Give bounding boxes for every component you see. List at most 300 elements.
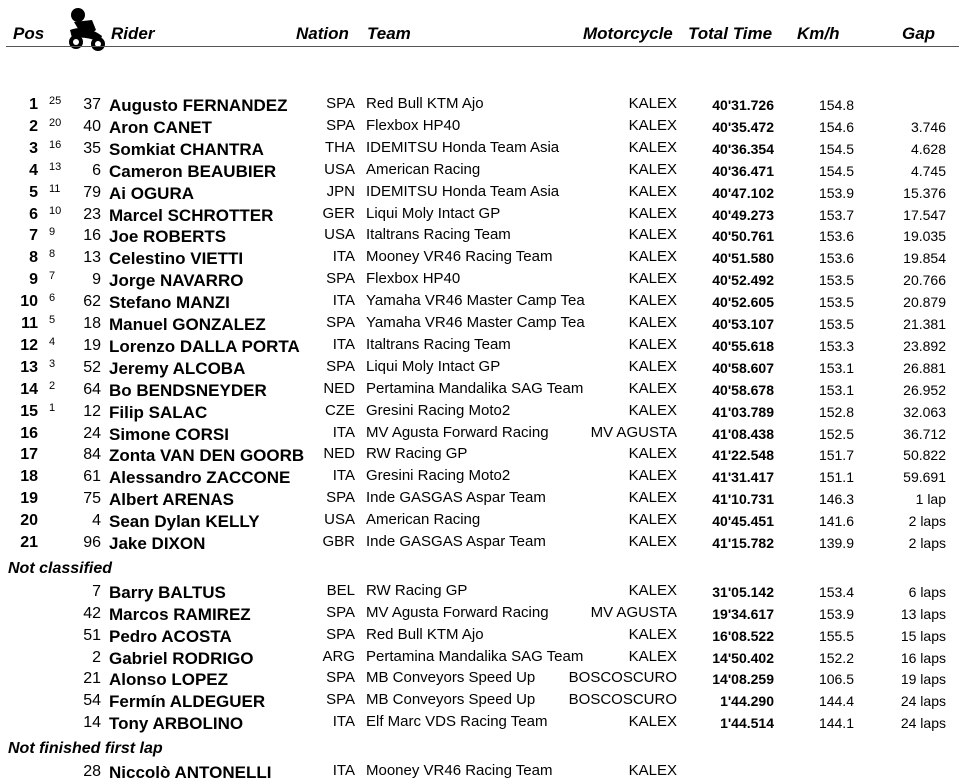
rider-kmh: 154.5 xyxy=(818,162,854,179)
table-row xyxy=(0,444,971,466)
rider-nation: ITA xyxy=(332,713,355,731)
rider-position: 4 xyxy=(29,161,38,179)
rider-number: 64 xyxy=(83,380,101,398)
rider-team: Inde GASGAS Aspar Team xyxy=(366,533,546,550)
rider-points: 13 xyxy=(49,160,62,173)
rider-motorcycle: BOSCOSCURO xyxy=(568,669,677,687)
rider-number: 42 xyxy=(83,604,101,622)
rider-team: American Racing xyxy=(366,511,481,529)
rider-name: Alonso LOPEZ xyxy=(109,670,228,690)
rider-gap: 26.881 xyxy=(903,359,946,376)
rider-kmh: 146.3 xyxy=(818,491,854,508)
rider-number: 18 xyxy=(83,315,101,332)
rider-nation: GER xyxy=(322,204,355,222)
rider-nation: SPA xyxy=(326,314,355,331)
rider-kmh: 153.9 xyxy=(818,605,854,622)
table-row xyxy=(0,204,971,226)
rider-gap: 16 laps xyxy=(900,649,946,666)
col-nation: Nation xyxy=(296,24,349,43)
rider-gap: 2 laps xyxy=(908,535,946,551)
rider-team: Inde GASGAS Aspar Team xyxy=(366,489,546,507)
rider-kmh: 106.5 xyxy=(818,671,854,688)
rider-gap: 4.745 xyxy=(910,162,946,179)
rider-position: 16 xyxy=(20,424,38,442)
rider-total-time: 41'31.417 xyxy=(712,469,774,486)
table-row xyxy=(0,94,971,116)
rider-position: 8 xyxy=(29,249,38,267)
table-row xyxy=(0,116,971,138)
rider-motorcycle: KALEX xyxy=(628,116,677,134)
rider-kmh: 153.1 xyxy=(818,381,854,398)
rider-total-time: 40'52.492 xyxy=(712,272,774,289)
rider-gap: 59.691 xyxy=(903,469,946,486)
rider-gap: 50.822 xyxy=(903,447,946,464)
rider-position: 10 xyxy=(20,293,38,311)
rider-kmh: 144.1 xyxy=(818,715,854,732)
rider-number: 21 xyxy=(83,670,101,688)
rider-name: Manuel GONZALEZ xyxy=(109,315,266,334)
rider-kmh: 154.6 xyxy=(818,118,854,135)
table-row xyxy=(0,712,971,734)
rider-motorcycle: KALEX xyxy=(628,533,677,550)
rider-name: Gabriel RODRIGO xyxy=(109,648,254,668)
rider-number: 37 xyxy=(83,96,101,113)
rider-position: 11 xyxy=(21,315,38,332)
rider-gap: 36.712 xyxy=(903,425,946,442)
rider-team: Elf Marc VDS Racing Team xyxy=(366,713,548,731)
rider-number: 54 xyxy=(83,692,101,710)
rider-name: Simone CORSI xyxy=(109,424,229,444)
table-row xyxy=(0,761,971,783)
rider-total-time: 16'08.522 xyxy=(712,627,774,644)
rider-kmh: 139.9 xyxy=(818,535,854,551)
rider-number: 52 xyxy=(83,358,101,376)
rider-kmh: 144.4 xyxy=(818,693,854,710)
rider-team: Flexbox HP40 xyxy=(366,270,461,288)
rider-motorcycle: KALEX xyxy=(628,445,677,463)
rider-total-time: 40'51.580 xyxy=(712,250,774,267)
rider-name: Jeremy ALCOBA xyxy=(109,358,246,378)
rider-team: RW Racing GP xyxy=(366,582,468,599)
rider-points: 10 xyxy=(49,204,62,217)
rider-total-time: 40'45.451 xyxy=(712,513,774,530)
rider-total-time: 19'34.617 xyxy=(712,605,774,622)
section-title: Not finished first lap xyxy=(8,740,163,757)
rider-number: 28 xyxy=(83,763,101,780)
rider-position: 9 xyxy=(29,271,38,289)
rider-total-time: 41'10.731 xyxy=(712,491,774,508)
rider-motorcycle: KALEX xyxy=(628,270,677,288)
rider-motorcycle: KALEX xyxy=(628,511,677,529)
rider-name: Niccolò ANTONELLI xyxy=(109,763,272,782)
rider-name: Marcel SCHROTTER xyxy=(109,205,274,225)
rider-points: 6 xyxy=(49,292,56,305)
rider-motorcycle: KALEX xyxy=(628,467,677,485)
rider-nation: GBR xyxy=(322,533,355,550)
rider-team: Gresini Racing Moto2 xyxy=(366,467,511,485)
rider-nation: THA xyxy=(325,138,355,156)
rider-position: 13 xyxy=(20,358,38,376)
rider-kmh: 151.1 xyxy=(818,469,854,486)
rider-kmh: 153.9 xyxy=(818,184,854,201)
table-row xyxy=(0,581,971,603)
rider-name: Cameron BEAUBIER xyxy=(109,161,277,181)
table-row xyxy=(0,647,971,669)
rider-nation: ITA xyxy=(332,762,355,779)
rider-name: Lorenzo DALLA PORTA xyxy=(109,336,300,356)
rider-motorcycle: KALEX xyxy=(628,248,677,266)
rider-position: 17 xyxy=(20,446,38,464)
rider-name: Celestino VIETTI xyxy=(109,249,244,269)
table-row xyxy=(0,138,971,160)
rider-kmh: 153.6 xyxy=(818,228,854,245)
rider-motorcycle: KALEX xyxy=(628,335,677,353)
rider-name: Marcos RAMIREZ xyxy=(109,604,251,624)
col-gap: Gap xyxy=(902,24,936,43)
rider-team: Yamaha VR46 Master Camp Tea xyxy=(366,314,585,331)
rider-gap: 23.892 xyxy=(903,337,946,354)
rider-nation: SPA xyxy=(326,489,355,507)
rider-points: 2 xyxy=(49,379,56,392)
rider-position: 3 xyxy=(29,139,38,157)
col-motorcycle: Motorcycle xyxy=(583,24,673,43)
rider-team: IDEMITSU Honda Team Asia xyxy=(366,182,560,200)
rider-total-time: 31'05.142 xyxy=(712,584,774,600)
table-row xyxy=(0,603,971,625)
rider-team: Pertamina Mandalika SAG Team xyxy=(366,647,584,665)
rider-number: 23 xyxy=(83,205,101,223)
table-row xyxy=(0,160,971,182)
rider-number: 35 xyxy=(83,139,101,157)
rider-total-time: 41'15.782 xyxy=(712,535,774,551)
rider-nation: NED xyxy=(323,445,355,463)
rider-motorcycle: MV AGUSTA xyxy=(590,423,677,441)
rider-nation: ARG xyxy=(322,647,355,665)
rider-kmh: 153.5 xyxy=(818,316,854,332)
rider-total-time: 40'50.761 xyxy=(712,228,774,245)
table-header xyxy=(0,0,971,48)
table-row xyxy=(0,269,971,291)
rider-motorcycle: KALEX xyxy=(628,647,677,665)
rider-name: Jorge NAVARRO xyxy=(109,271,244,291)
rider-gap: 2 laps xyxy=(908,513,946,530)
table-row xyxy=(0,335,971,357)
rider-name: Filip SALAC xyxy=(109,402,208,422)
col-rider: Rider xyxy=(111,24,155,43)
rider-gap: 32.063 xyxy=(903,403,946,420)
rider-kmh: 152.8 xyxy=(818,403,854,420)
rider-number: 62 xyxy=(83,293,101,311)
col-pos: Pos xyxy=(13,24,45,43)
rider-kmh: 153.7 xyxy=(818,206,854,223)
rider-position: 14 xyxy=(20,380,38,398)
rider-nation: SPA xyxy=(326,625,355,643)
rider-kmh: 152.2 xyxy=(818,649,854,666)
rider-gap: 1 lap xyxy=(915,491,946,508)
rider-number: 51 xyxy=(83,626,101,644)
col-team: Team xyxy=(367,24,411,43)
table-row xyxy=(0,225,971,247)
rider-name: Barry BALTUS xyxy=(109,583,226,602)
rider-total-time: 40'55.618 xyxy=(712,337,774,354)
rider-gap: 15 laps xyxy=(900,627,946,644)
rider-name: Aron CANET xyxy=(109,117,212,137)
rider-gap: 15.376 xyxy=(903,184,946,201)
rider-points: 11 xyxy=(49,182,61,195)
rider-kmh: 153.1 xyxy=(818,359,854,376)
rider-position: 6 xyxy=(29,205,38,223)
table-row xyxy=(0,423,971,445)
table-row xyxy=(0,247,971,269)
rider-name: Albert ARENAS xyxy=(109,490,234,510)
rider-name: Tony ARBOLINO xyxy=(109,714,244,734)
rider-name: Somkiat CHANTRA xyxy=(109,139,264,159)
rider-gap: 17.547 xyxy=(903,206,946,223)
rider-total-time: 41'22.548 xyxy=(712,447,774,464)
rider-number: 61 xyxy=(83,468,101,486)
rider-nation: SPA xyxy=(326,95,355,112)
rider-gap: 26.952 xyxy=(903,381,946,398)
rider-team: RW Racing GP xyxy=(366,445,468,463)
rider-team: Liqui Moly Intact GP xyxy=(366,357,501,375)
col-total-time: Total Time xyxy=(688,24,773,43)
rider-points: 4 xyxy=(49,335,56,348)
rider-motorcycle: KALEX xyxy=(628,582,677,599)
rider-total-time: 41'03.789 xyxy=(712,403,774,420)
rider-motorcycle: KALEX xyxy=(628,226,677,244)
rider-total-time: 40'36.354 xyxy=(712,140,774,157)
table-row xyxy=(0,466,971,488)
rider-motorcycle: KALEX xyxy=(628,138,677,156)
rider-team: Gresini Racing Moto2 xyxy=(366,401,511,419)
rider-points: 16 xyxy=(49,138,62,151)
section-title: Not classified xyxy=(8,560,113,577)
rider-team: Red Bull KTM Ajo xyxy=(366,625,484,643)
rider-motorcycle: KALEX xyxy=(628,762,677,779)
rider-kmh: 154.5 xyxy=(818,140,854,157)
rider-number: 40 xyxy=(83,117,101,135)
rider-gap: 21.381 xyxy=(903,316,946,332)
rider-motorcycle: KALEX xyxy=(628,379,677,397)
rider-number: 13 xyxy=(83,249,101,267)
rider-nation: SPA xyxy=(326,270,355,288)
rider-points: 5 xyxy=(49,314,56,326)
rider-motorcycle: KALEX xyxy=(628,314,677,331)
header-divider xyxy=(6,46,959,47)
rider-gap: 19.854 xyxy=(903,250,946,267)
table-row xyxy=(0,690,971,712)
rider-position: 20 xyxy=(20,512,38,530)
rider-number: 24 xyxy=(83,424,101,442)
rider-name: Stefano MANZI xyxy=(109,293,230,313)
rider-number: 19 xyxy=(83,336,101,354)
col-kmh: Km/h xyxy=(797,24,840,43)
rider-team: Yamaha VR46 Master Camp Tea xyxy=(366,292,585,310)
rider-gap: 20.766 xyxy=(903,272,946,289)
rider-number: 6 xyxy=(92,161,101,179)
rider-motorcycle: KALEX xyxy=(628,713,677,731)
rider-name: Sean Dylan KELLY xyxy=(109,512,260,532)
table-row xyxy=(0,532,971,554)
rider-motorcycle: KALEX xyxy=(628,182,677,200)
rider-nation: USA xyxy=(324,160,355,178)
rider-name: Fermín ALDEGUER xyxy=(109,692,266,712)
rider-nation: SPA xyxy=(326,116,355,134)
rider-gap: 6 laps xyxy=(908,584,946,600)
rider-team: Mooney VR46 Racing Team xyxy=(366,248,553,266)
rider-gap: 24 laps xyxy=(900,693,946,710)
rider-motorcycle: MV AGUSTA xyxy=(590,603,677,621)
rider-motorcycle: BOSCOSCURO xyxy=(568,691,677,709)
rider-motorcycle: KALEX xyxy=(628,95,677,112)
table-row xyxy=(0,488,971,510)
rider-number: 4 xyxy=(92,512,101,530)
rider-gap: 13 laps xyxy=(900,605,946,622)
rider-position: 15 xyxy=(20,402,38,420)
rider-total-time: 40'47.102 xyxy=(712,184,774,201)
rider-total-time: 40'31.726 xyxy=(712,97,774,113)
rider-position: 1 xyxy=(29,96,38,113)
rider-total-time: 40'35.472 xyxy=(712,118,774,135)
rider-position: 19 xyxy=(20,490,38,508)
rider-team: MV Agusta Forward Racing xyxy=(366,423,549,441)
rider-gap: 24 laps xyxy=(900,715,946,732)
rider-kmh: 152.5 xyxy=(818,425,854,442)
rider-team: American Racing xyxy=(366,160,481,178)
rider-nation: ITA xyxy=(332,248,355,266)
rider-gap: 19.035 xyxy=(903,228,946,245)
rider-position: 2 xyxy=(29,117,38,135)
rider-kmh: 153.5 xyxy=(818,294,854,311)
rider-kmh: 151.7 xyxy=(818,447,854,464)
rider-motorcycle: KALEX xyxy=(628,357,677,375)
table-row xyxy=(0,182,971,204)
rider-total-time: 40'49.273 xyxy=(712,206,774,223)
rider-team: Italtrans Racing Team xyxy=(366,226,511,244)
rider-nation: ITA xyxy=(332,292,355,310)
rider-name: Zonta VAN DEN GOORB xyxy=(109,446,305,466)
rider-nation: SPA xyxy=(326,603,355,621)
rider-position: 21 xyxy=(20,534,38,551)
rider-position: 5 xyxy=(29,183,38,201)
table-row xyxy=(0,313,971,335)
rider-motorcycle: KALEX xyxy=(628,160,677,178)
rider-motorcycle: KALEX xyxy=(628,292,677,310)
rider-number: 84 xyxy=(83,446,101,464)
rider-points: 3 xyxy=(49,357,56,370)
rider-points: 8 xyxy=(49,248,56,261)
rider-team: Mooney VR46 Racing Team xyxy=(366,762,553,779)
rider-points: 7 xyxy=(49,270,56,283)
table-row xyxy=(0,379,971,401)
rider-nation: USA xyxy=(324,226,355,244)
rider-total-time: 41'08.438 xyxy=(712,425,774,442)
rider-points: 1 xyxy=(49,401,56,414)
rider-number: 79 xyxy=(83,183,101,201)
rider-nation: ITA xyxy=(332,423,355,441)
rider-motorcycle: KALEX xyxy=(628,204,677,222)
rider-number: 2 xyxy=(92,648,101,666)
rider-kmh: 153.6 xyxy=(818,250,854,267)
rider-number: 16 xyxy=(83,227,101,245)
rider-nation: BEL xyxy=(326,582,355,599)
rider-number: 14 xyxy=(83,714,101,732)
table-row xyxy=(0,291,971,313)
rider-total-time: 40'53.107 xyxy=(712,316,774,332)
rider-team: IDEMITSU Honda Team Asia xyxy=(366,138,560,156)
rider-gap: 3.746 xyxy=(910,118,946,135)
rider-position: 18 xyxy=(20,468,38,486)
rider-team: Liqui Moly Intact GP xyxy=(366,204,501,222)
rider-kmh: 141.6 xyxy=(818,513,854,530)
rider-points: 25 xyxy=(49,95,62,107)
rider-team: MB Conveyors Speed Up xyxy=(366,691,536,709)
rider-motorcycle: KALEX xyxy=(628,489,677,507)
rider-gap: 4.628 xyxy=(910,140,946,157)
rider-nation: NED xyxy=(323,379,355,397)
table-row xyxy=(0,668,971,690)
rider-number: 9 xyxy=(92,271,101,289)
rider-motorcycle: KALEX xyxy=(628,401,677,419)
rider-nation: SPA xyxy=(326,691,355,709)
rider-total-time: 1'44.514 xyxy=(720,715,774,732)
rider-name: Joe ROBERTS xyxy=(109,227,227,247)
rider-kmh: 153.5 xyxy=(818,272,854,289)
rider-position: 7 xyxy=(29,227,38,245)
rider-points: 9 xyxy=(49,226,56,239)
rider-kmh: 154.8 xyxy=(818,97,854,113)
rider-name: Pedro ACOSTA xyxy=(109,626,232,646)
rider-total-time: 40'52.605 xyxy=(712,294,774,311)
rider-total-time: 40'36.471 xyxy=(712,162,774,179)
rider-total-time: 40'58.678 xyxy=(712,381,774,398)
rider-team: Flexbox HP40 xyxy=(366,116,461,134)
rider-team: Italtrans Racing Team xyxy=(366,335,511,353)
rider-motorcycle: KALEX xyxy=(628,625,677,643)
rider-nation: SPA xyxy=(326,357,355,375)
rider-nation: SPA xyxy=(326,669,355,687)
rider-name: Ai OGURA xyxy=(109,183,194,203)
table-row xyxy=(0,357,971,379)
rider-gap: 19 laps xyxy=(900,671,946,688)
rider-total-time: 14'50.402 xyxy=(712,649,774,666)
rider-gap: 20.879 xyxy=(903,294,946,311)
rider-nation: CZE xyxy=(325,401,355,419)
rider-nation: USA xyxy=(324,511,355,529)
rider-name: Alessandro ZACCONE xyxy=(109,468,291,488)
rider-nation: JPN xyxy=(326,182,355,200)
rider-points: 20 xyxy=(49,116,62,129)
rider-kmh: 153.3 xyxy=(818,337,854,354)
rider-number: 12 xyxy=(83,402,101,420)
rider-total-time: 1'44.290 xyxy=(720,693,774,710)
rider-nation: ITA xyxy=(332,467,355,485)
rider-name: Augusto FERNANDEZ xyxy=(109,96,288,115)
rider-total-time: 40'58.607 xyxy=(712,359,774,376)
table-row xyxy=(0,401,971,423)
rider-team: Red Bull KTM Ajo xyxy=(366,95,484,112)
rider-name: Bo BENDSNEYDER xyxy=(109,380,267,400)
table-row xyxy=(0,625,971,647)
rider-kmh: 155.5 xyxy=(818,627,854,644)
rider-position: 12 xyxy=(20,336,38,354)
rider-total-time: 14'08.259 xyxy=(712,671,774,688)
rider-kmh: 153.4 xyxy=(818,584,854,600)
rider-number: 96 xyxy=(83,534,101,551)
table-row xyxy=(0,510,971,532)
rider-team: Pertamina Mandalika SAG Team xyxy=(366,379,584,397)
rider-nation: ITA xyxy=(332,335,355,353)
